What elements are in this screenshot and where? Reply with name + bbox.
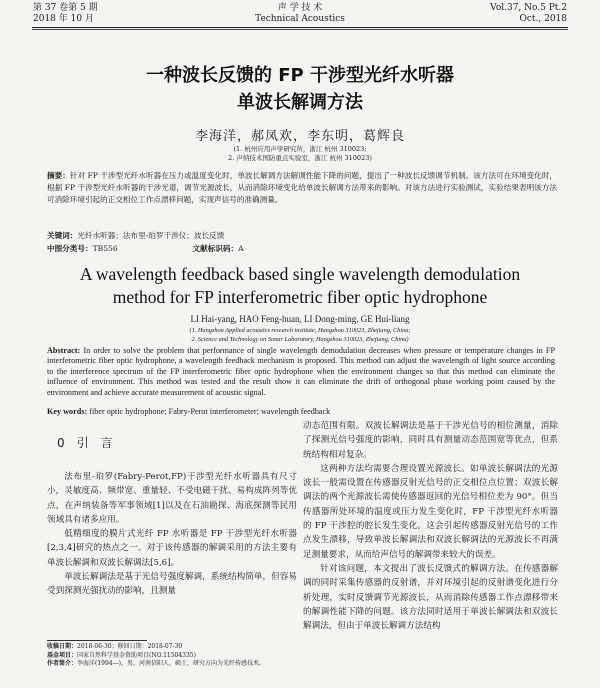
footnote-rule <box>47 640 147 641</box>
footnote: 收稿日期：2018-06-30；修回日期：2018-07-30 基金项目：国家自然科学基金资助项目(NO.11504335) 作者简介：李海洋(1994—)，男，河南信阳人，硕士，研究方向为光纤传感技术。 <box>47 643 265 668</box>
en-abstract: Abstract: In order to solve the problem that performance of single wavelength demodulation decreases when pressure or temperature changes in FP interferometric fiber optic hydrophone, a wavelength feedback mechanism is proposed. This method can adjust the wavelength of light source according to the interference spectrum of the FP interferometric fiber optic hydrophone when the environment changes so that this method can eliminate the influence of environment. This method was tested and the result show it can eliminate the drift of orthogonal phase working point caused by the environment and achieve accurate measurement of acoustic signal. <box>47 346 555 397</box>
cn-abstract: 摘要：针对 FP 干涉型光纤水听器在压力或温度变化时，单波长解调方法解调性能下降的问题，提出了一种波长反馈调节机制。该方法可在环境变化时，根据 FP 干涉型光纤水听器的干涉光谱，调节光源波长，从而消除环境变化给单波长解调方法带来的影响。对该方法进行实验测试，实验结果表明该方法可消除环境引起的正交相位工作点漂移问题，实现声信号的准确测量。 <box>47 171 558 204</box>
cn-classification: 中图分类号：TB556 文献标识码：A <box>47 244 244 253</box>
en-authors: LI Hai-yang, HAO Feng-huan, LI Dong-ming, GE Hui-liang <box>190 314 410 324</box>
en-keywords: Key words: fiber optic hydrophone; Fabry-Perot interferometer; wavelength feedback <box>47 407 331 416</box>
paragraph: 低精细度的膜片式光纤 FP 水听器是 FP 干涉型光纤水听器[2,3,4]研究的热点之一。对于该传感器的解调采用的方法主要有单波长解调和双波长解调法[5,6]。 <box>47 529 297 568</box>
section-heading: 0 引 言 <box>57 436 113 450</box>
cn-affiliations: (1. 杭州应用声学研究所，浙江 杭州 310023; 2. 声纳技术国防重点实验室，浙江 杭州 310023) <box>228 145 372 162</box>
paragraph: 单波长解调法是基于光信号强度解调，系统结构简单，但容易受到探测光强扰动的影响，且测量 <box>47 572 297 597</box>
cn-title-line1: 一种波长反馈的 FP 干涉型光纤水听器 <box>145 65 455 86</box>
right-column <box>303 419 558 633</box>
paragraph: 针对该问题，本文提出了波长反馈式的解调方法。在传感器解调的同时采集传感器的反射谱，并对环境引起的反射谱变化进行分析处理，实时反馈调节光源波长，从而消除传感器工作点漂移带来的解调性能下降的问题。该方法同时适用于单波长解调法和双波长解调法，但由于单波长解调方法结构 <box>303 563 558 632</box>
en-title-line1: A wavelength feedback based single wavelength demodulation <box>79 264 521 284</box>
cn-keywords: 关键词：光纤水听器；法布里-珀罗干涉仪；波长反馈 <box>47 231 225 240</box>
journal-name: 声 学 技 术 Technical Acoustics <box>255 3 345 24</box>
left-column <box>47 470 297 599</box>
paragraph: 动态范围有限。双波长解调法是基于干涉光信号的相位测量，消除了探测光信号强度的影响，同时具有测量动态范围宽等优点，但系统结构相对复杂。 <box>303 421 558 460</box>
en-affiliations: (1. Hangzhou Applied acoustics research institute, Hangzhou 310023, Zhejiang, China; 2. Science and Technology on Sonar Laboratory, Hangzhou 310023, Zhejiang, China) <box>189 327 411 343</box>
paragraph: 法布里-珀罗(Fabry-Perot,FP)干涉型光纤水听器具有尺寸小，灵敏度高、频带宽、重量轻、不受电磁干扰、易构成阵列等优点，在声纳装备等军事领域[1]以及在石油勘探、海底探测等民用领域具有诸多应用。 <box>47 472 297 525</box>
en-title-line2: method for FP interferometric fiber optic hydrophone <box>112 287 488 307</box>
header-rule <box>32 27 568 28</box>
header-rule-thin <box>32 29 568 30</box>
paragraph: 这两种方法均需要合理设置光源波长。如单波长解调法的光源波长一般需设置在传感器反射光信号的正交相位点位置；双波长解调法的两个光源波长需使传感器返回的光信号相位差为 90°。但当传感器所处环境的温度或压力发生变化时，FP 干涉型光纤水听器的 FP 干涉腔的腔长发生变化。这会引起传感器反射光信号的工作点发生漂移，导致单波长解调法和双波长解调法的光源波长不再满足测量要求，从而给声信号的解调带来较大的误差。 <box>303 463 558 560</box>
journal-volume: Vol.37, No.5 Pt.2 Oct., 2018 <box>490 3 567 24</box>
cn-title-line2: 单波长解调方法 <box>237 92 363 113</box>
journal-issue: 第 37 卷第 5 期 2018 年 10 月 <box>33 3 98 24</box>
cn-authors: 李海洋，郝凤欢，李东明，葛辉良 <box>194 129 405 144</box>
